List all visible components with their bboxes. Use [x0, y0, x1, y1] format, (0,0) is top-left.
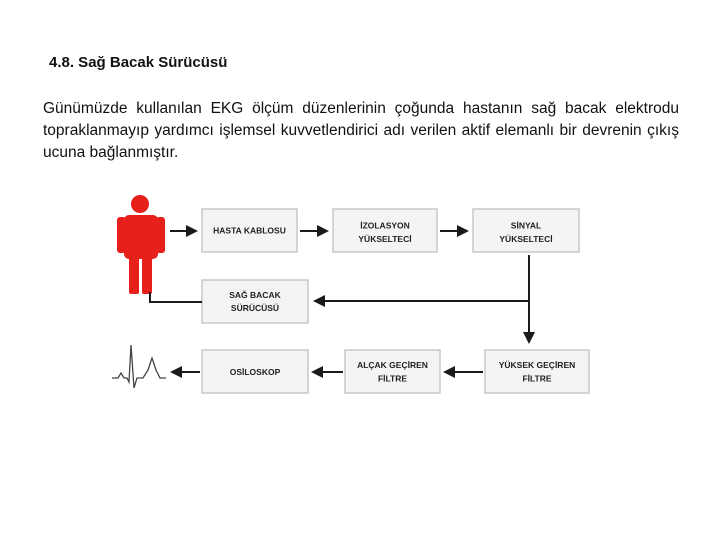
block-sinyal-line1: SİNYAL [510, 220, 542, 231]
block-sinyal-line2: YÜKSELTECİ [499, 234, 553, 244]
arrow-hasta-to-izolasyon [300, 225, 329, 237]
block-izolasyon-yukselteci [333, 209, 437, 252]
arrow-alcak-to-osiloskop [311, 366, 343, 378]
block-osiloskop [202, 350, 308, 393]
block-alcak-geciren-filtre [345, 350, 440, 393]
arrow-yuksek-to-alcak [443, 366, 483, 378]
block-osiloskop-label: OSİLOSKOP [229, 367, 281, 377]
block-izolasyon-line1: İZOLASYON [360, 220, 410, 231]
line-sag-bacak-to-person [150, 292, 202, 302]
block-hasta-kablosu-label: HASTA KABLOSU [213, 225, 286, 236]
block-yuksek-line1: YÜKSEK GEÇİREN [498, 360, 576, 370]
section-heading: 4.8. Sağ Bacak Sürücüsü [49, 54, 228, 71]
block-sag-bacak-line1: SAĞ BACAK [229, 290, 281, 300]
arrow-feedback-to-sag-bacak [313, 295, 529, 307]
block-sag-bacak-line2: SÜRÜCÜSÜ [230, 303, 280, 313]
ecg-waveform-icon [112, 345, 166, 388]
block-yuksek-geciren-filtre [485, 350, 589, 393]
block-alcak-line1: ALÇAK GEÇİREN [357, 360, 428, 370]
arrow-izolasyon-to-sinyal [440, 225, 469, 237]
arrow-sinyal-to-yuksek-geciren [523, 255, 535, 344]
block-sinyal-yukselteci [473, 209, 579, 252]
block-hasta-kablosu [202, 209, 297, 252]
arrow-person-to-hasta-kablosu [170, 225, 198, 237]
person-figure-icon [117, 195, 165, 294]
arrow-osiloskop-to-ecg [170, 366, 200, 378]
block-izolasyon-line2: YÜKSELTECİ [358, 234, 412, 244]
intro-paragraph: Günümüzde kullanılan EKG ölçüm düzenlerinin çoğunda hastanın sağ bacak elektrodu topraklanmayıp yardımcı işlemsel kuvvetlendirici adı verilen aktif elemanlı bir devrenin çıkış ucuna bağlanmıştır. [43, 100, 679, 161]
block-yuksek-line2: FİLTRE [522, 373, 552, 384]
block-alcak-line2: FİLTRE [377, 373, 408, 384]
block-sag-bacak-surucusu [202, 280, 308, 323]
